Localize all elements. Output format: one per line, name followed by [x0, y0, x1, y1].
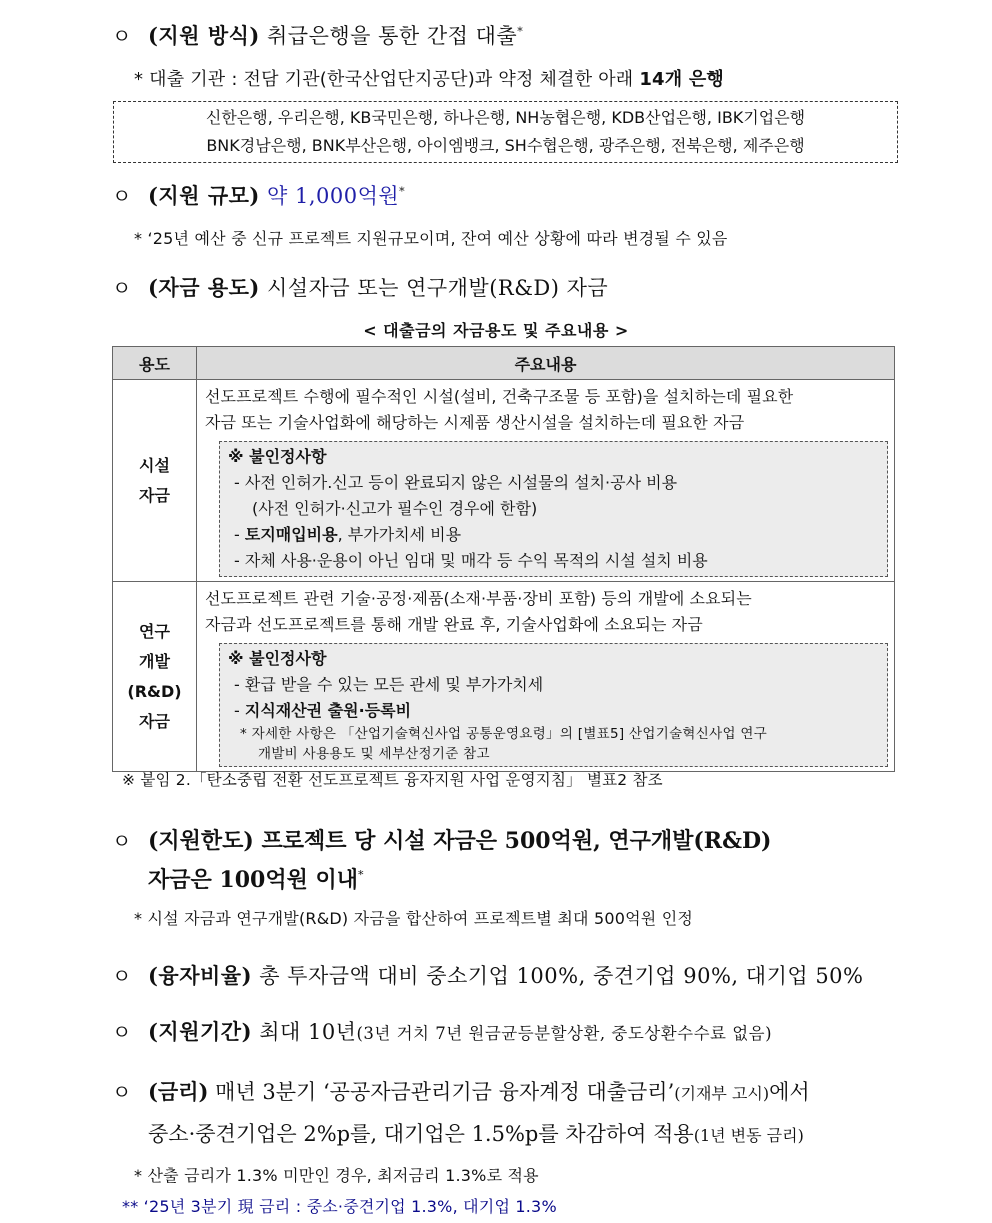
section-small-text: (1년 변동 금리)	[693, 1126, 804, 1145]
exclusion-title: ※ 불인정사항	[228, 649, 327, 668]
content-description: 자금과 선도프로젝트를 통해 개발 완료 후, 기술사업화에 소요되는 자금	[205, 615, 703, 634]
section-label: (금리)	[148, 1079, 209, 1104]
exclusion-item: - 자체 사용·운용이 아닌 임대 및 매각 등 수익 목적의 시설 설치 비용	[234, 551, 708, 570]
bank-list-line: BNK경남은행, BNK부산은행, 아이엠뱅크, SH수협은행, 광주은행, 전북은행, 제주은행	[206, 136, 805, 155]
section-label: (융자비율)	[148, 963, 253, 988]
use-cell-facility	[113, 380, 197, 582]
section-text: 에서	[769, 1080, 810, 1104]
section-label: (지원 방식)	[148, 23, 260, 48]
bank-list-line: 신한은행, 우리은행, KB국민은행, 하나은행, NH농협은행, KDB산업은행, IBK기업은행	[205, 108, 806, 127]
footnote-mark: *	[358, 868, 364, 882]
rate-note: * 산출 금리가 1.3% 미만인 경우, 최저금리 1.3%로 적용	[134, 1166, 539, 1185]
content-description: 선도프로젝트 관련 기술·공정·제품(소재·부품·장비 포함) 등의 개발에 소요되는	[205, 589, 752, 608]
lender-note-bold: 14개 은행	[639, 69, 725, 90]
exclusion-item	[228, 698, 879, 724]
limit-note: * 시설 자금과 연구개발(R&D) 자금을 합산하여 프로젝트별 최대 500억원 인정	[134, 909, 694, 928]
section-label: (지원기간)	[148, 1019, 253, 1044]
section-text: 프로젝트 당 시설 자금은 500억원, 연구개발(R&D)	[253, 828, 772, 854]
exclusion-bold: 토지매입비용	[244, 525, 338, 544]
lender-note	[134, 65, 724, 91]
bullet-icon: ㅇ	[112, 184, 132, 208]
bullet-icon: ㅇ	[112, 1080, 132, 1104]
table-footnote: ※ 붙임 2.「탄소중립 전환 선도프로젝트 융자지원 사업 운영지침」 별표2 참조	[122, 771, 663, 789]
section-text: 최대 10년	[252, 1020, 357, 1044]
exclusion-note: * 자세한 사항은 「산업기술혁신사업 공통운영요령」의 [별표5] 산업기술혁신사업 연구	[240, 726, 768, 742]
table-row	[113, 380, 895, 582]
exclusion-rest: , 부가가치세 비용	[337, 525, 462, 544]
table-header-row	[113, 347, 895, 380]
header-use: 용도	[113, 347, 197, 380]
section-support-limit	[112, 822, 912, 900]
bullet-icon: ㅇ	[112, 964, 132, 988]
rate-current-note: ** ‘25년 3분기 現 금리 : 중소·중견기업 1.3%, 대기업 1.3%	[122, 1197, 557, 1216]
bullet-icon: ㅇ	[112, 24, 132, 48]
bullet-icon: ㅇ	[112, 829, 132, 853]
section-label: (지원한도)	[148, 828, 254, 854]
section-text: 취급은행을 통한 간접 대출	[259, 24, 518, 48]
use-cell-rnd	[113, 582, 197, 772]
exclusion-item: - 환급 받을 수 있는 모든 관세 및 부가가치세	[234, 675, 544, 694]
section-label: (자금 용도)	[148, 275, 260, 300]
content-cell-rnd	[197, 582, 895, 772]
content-cell-facility	[197, 380, 895, 582]
fund-use-table	[112, 346, 895, 772]
section-support-scale	[112, 180, 912, 210]
section-label: (지원 규모)	[148, 183, 260, 208]
table-row	[113, 582, 895, 772]
exclusion-box	[219, 441, 888, 577]
exclusion-item: (사전 인허가·신고가 필수인 경우에 한함)	[252, 499, 538, 518]
section-text: 자금은 100억원 이내	[148, 867, 359, 893]
header-content: 주요내용	[197, 347, 895, 380]
section-interest-rate	[112, 1072, 912, 1156]
section-text: 시설자금 또는 연구개발(R&D) 자금	[259, 276, 609, 300]
use-label: 연구	[139, 621, 170, 641]
table-caption: < 대출금의 자금용도 및 주요내용 >	[363, 321, 629, 340]
section-text: 총 투자금액 대비 중소기업 100%, 중견기업 90%, 대기업 50%	[252, 964, 864, 988]
use-label: 시설	[139, 455, 170, 475]
exclusion-box	[219, 643, 888, 767]
section-support-period	[112, 1016, 912, 1046]
section-small-text: (기재부 고시)	[674, 1084, 770, 1103]
section-small-text: (3년 거치 7년 원금균등분할상환, 중도상환수수료 없음)	[356, 1024, 773, 1043]
exclusion-item	[228, 522, 879, 548]
exclusion-bold: 지식재산권 출원·등록비	[244, 701, 412, 720]
bullet-icon: ㅇ	[112, 276, 132, 300]
scale-note: * ‘25년 예산 중 신규 프로젝트 지원규모이며, 잔여 예산 상황에 따라 변경될 수 있음	[134, 229, 728, 248]
section-loan-ratio	[112, 960, 912, 990]
footnote-mark: *	[517, 25, 524, 38]
use-label: 자금	[139, 485, 170, 505]
exclusion-title: ※ 불인정사항	[228, 447, 327, 466]
use-label: 개발	[139, 651, 170, 671]
exclusion-note: 개발비 사용용도 및 세부산정기준 참고	[258, 746, 490, 762]
bank-list-box	[113, 101, 898, 163]
footnote-mark: *	[399, 185, 406, 198]
exclusion-dash: -	[234, 525, 245, 544]
content-description: 자금 또는 기술사업화에 해당하는 시제품 생산시설을 설치하는데 필요한 자금	[205, 413, 745, 432]
section-text: 매년 3분기 ‘공공자금관리기금 융자계정 대출금리’	[208, 1080, 675, 1104]
section-support-method	[112, 20, 912, 50]
section-text: 약 1,000억원	[259, 184, 400, 208]
bullet-icon: ㅇ	[112, 1020, 132, 1044]
content-description: 선도프로젝트 수행에 필수적인 시설(설비, 건축구조물 등 포함)을 설치하는데 필요한	[205, 387, 794, 406]
use-label: 자금	[139, 711, 170, 731]
section-text: 중소·중견기업은 2%p를, 대기업은 1.5%p를 차감하여 적용	[148, 1122, 694, 1146]
lender-note-text: * 대출 기관 : 전담 기관(한국산업단지공단)과 약정 체결한 아래	[134, 69, 640, 90]
exclusion-item: - 사전 인허가.신고 등이 완료되지 않은 시설물의 설치·공사 비용	[234, 473, 678, 492]
use-label: (R&D)	[127, 681, 182, 701]
exclusion-dash: -	[234, 701, 245, 720]
section-fund-use	[112, 272, 912, 302]
